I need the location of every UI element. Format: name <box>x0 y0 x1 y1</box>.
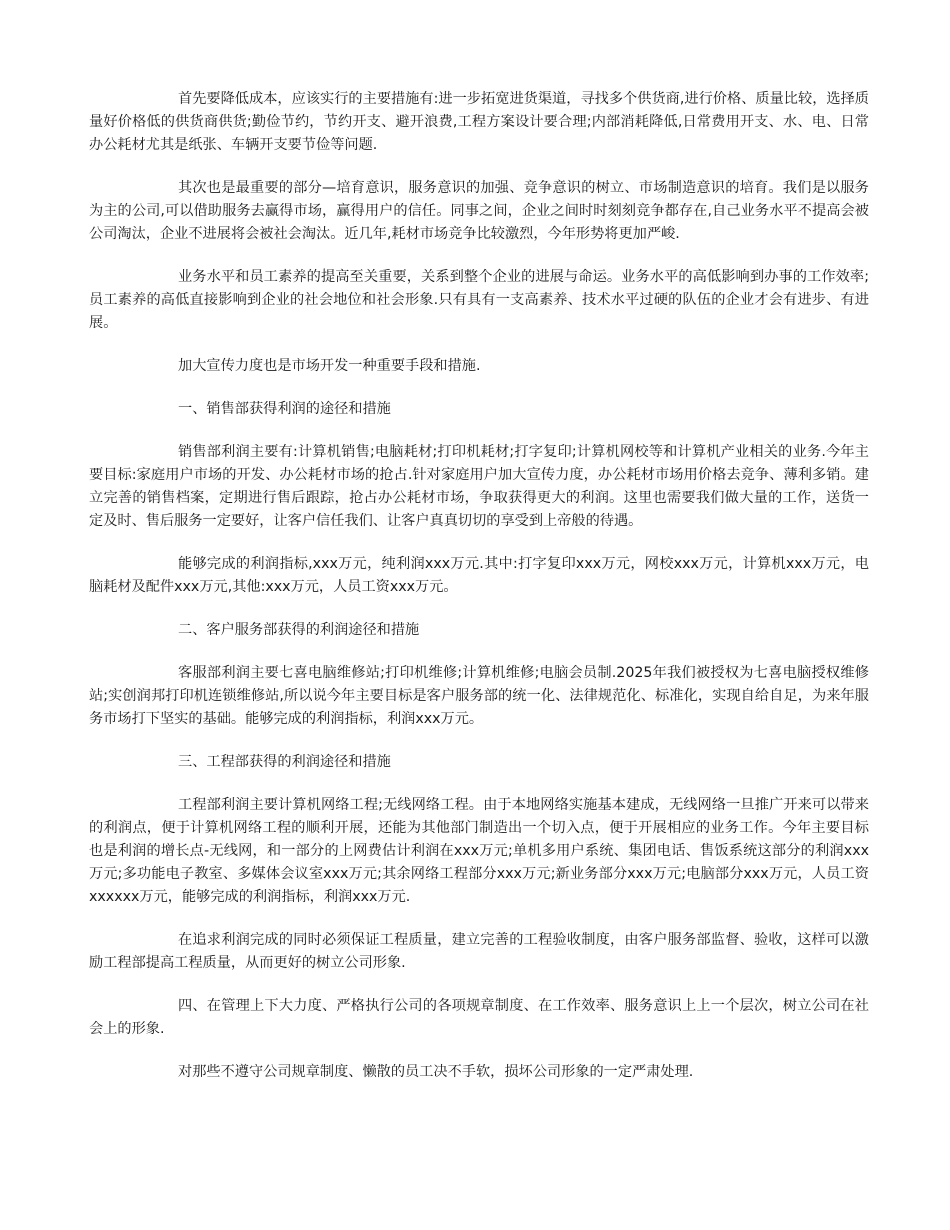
document-body <box>89 88 869 1104</box>
paragraph-sales-targets: 能够完成的利润指标,xxx万元，纯利润xxx万元.其中:打字复印xxx万元，网校xxx万元，计算机xxx万元，电脑耗材及配件xxx万元,其他:xxx万元，人员工资xxx万元。 <box>89 556 869 595</box>
paragraph-discipline: 对那些不遵守公司规章制度、懒散的员工决不手软，损坏公司形象的一定严肃处理. <box>178 1064 694 1080</box>
section-heading-customer-service: 二、客户服务部获得的利润途径和措施 <box>178 622 420 638</box>
paragraph-engineering-quality: 在追求利润完成的同时必须保证工程质量，建立完善的工程验收制度，由客户服务部监督、验收，这样可以激励工程部提高工程质量，从而更好的树立公司形象. <box>89 932 869 971</box>
paragraph-sales-profit: 销售部利润主要有:计算机销售;电脑耗材;打印机耗材;打字复印;计算机网校等和计算机产业相关的业务.今年主要目标:家庭用户市场的开发、办公耗材市场的抢占.针对家庭用户加大宣传力度，办公耗材市场用价格去竞争、薄利多销。建立完善的销售档案，定期进行售后跟踪，抢占办公耗材市场，争取获得更大的利润。这里也需要我们做大量的工作，送货一定及时、售后服务一定要好，让客户信任我们、让客户真真切切的享受到上帝般的待遇。 <box>89 444 869 529</box>
paragraph-management: 四、在管理上下大力度、严格执行公司的各项规章制度、在工作效率、服务意识上上一个层次，树立公司在社会上的形象. <box>89 998 869 1037</box>
section-heading-engineering: 三、工程部获得的利润途径和措施 <box>178 754 391 770</box>
paragraph-cost-reduction: 首先要降低成本，应该实行的主要措施有:进一步拓宽进货渠道，寻找多个供货商,进行价格、质量比较，选择质量好价格低的供货商供货;勤俭节约，节约开支、避开浪费,工程方案设计要合理;内部消耗降低,日常费用开支、水、电、日常办公耗材尤其是纸张、车辆开支要节俭等问题. <box>89 91 869 153</box>
paragraph-customer-service-profit: 客服部利润主要七喜电脑维修站;打印机维修;计算机维修;电脑会员制.2025年我们被授权为七喜电脑授权维修站;实创润邦打印机连锁维修站,所以说今年主要目标是客户服务部的统一化、法律规范化、标准化，实现自给自足，为来年服务市场打下坚实的基础。能够完成的利润指标，利润xxx万元。 <box>89 665 869 727</box>
paragraph-staff-quality: 业务水平和员工素养的提高至关重要，关系到整个企业的进展与命运。业务水平的高低影响到办事的工作效率;员工素养的高低直接影响到企业的社会地位和社会形象.只有具有一支高素养、技术水平过硬的队伍的企业才会有进步、有进展。 <box>89 269 869 331</box>
paragraph-publicity: 加大宣传力度也是市场开发一种重要手段和措施. <box>178 358 481 374</box>
paragraph-engineering-profit: 工程部利润主要计算机网络工程;无线网络工程。由于本地网络实施基本建成，无线网络一旦推广开来可以带来的利润点，便于计算机网络工程的顺利开展，还能为其他部门制造出一个切入点，便于开展相应的业务工作。今年主要目标也是利润的增长点-无线网，和一部分的上网费估计利润在xxx万元;单机多用户系统、集团电话、售饭系统这部分的利润xxx万元;多功能电子教室、多媒体会议室xxx万元;其余网络工程部分xxx万元;新业务部分xxx万元;电脑部分xxx万元，人员工资xxxxxx万元，能够完成的利润指标，利润xxx万元. <box>89 797 869 905</box>
paragraph-awareness: 其次也是最重要的部分—培育意识，服务意识的加强、竞争意识的树立、市场制造意识的培育。我们是以服务为主的公司,可以借助服务去赢得市场，赢得用户的信任。同事之间，企业之间时时刻刻竞争都存在,自己业务水平不提高会被公司淘汰，企业不进展将会被社会淘汰。近几年,耗材市场竞争比较激烈，今年形势将更加严峻. <box>89 180 869 242</box>
section-heading-sales: 一、销售部获得利润的途径和措施 <box>178 401 391 417</box>
